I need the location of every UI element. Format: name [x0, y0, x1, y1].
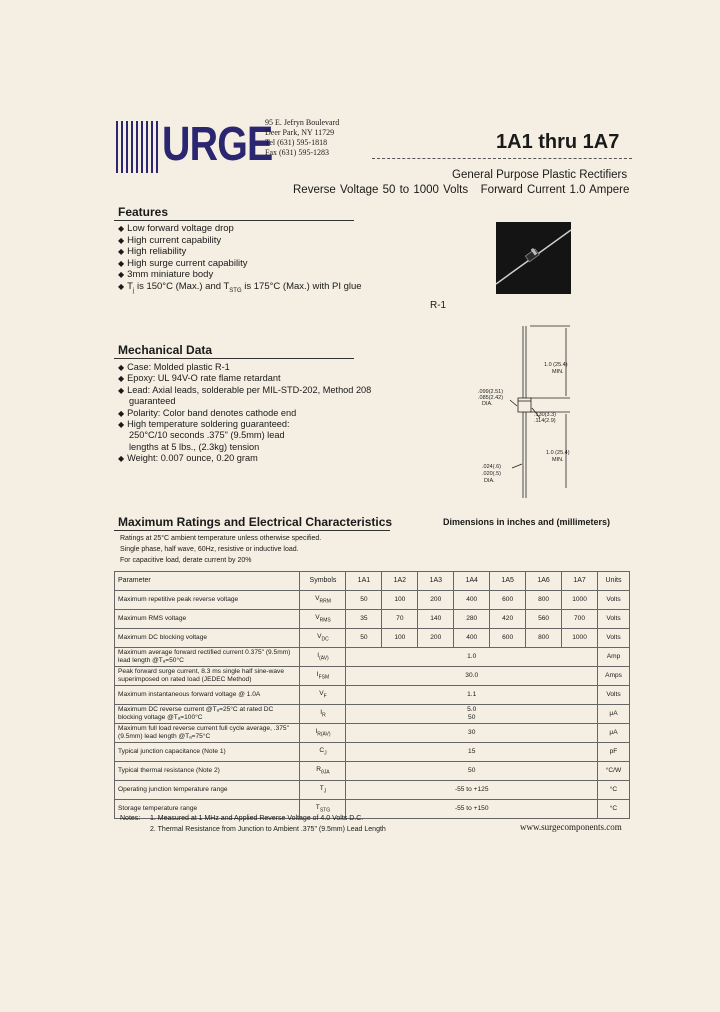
param-cell: Maximum DC reverse current @Tₐ=25°C at rated DC blocking voltage @Tₐ=100°C: [115, 705, 300, 724]
ratings-rule: [114, 530, 390, 531]
mech-item-cont: 250°C/10 seconds .375" (9.5mm) lead: [129, 430, 285, 441]
ratings-title: Maximum Ratings and Electrical Characteristics: [118, 515, 393, 529]
table-header-cell: 1A3: [418, 572, 454, 591]
symbol-cell: $I_{R(AV)}$: [300, 724, 346, 743]
param-cell: Operating junction temperature range: [115, 781, 300, 800]
feature-item: ◆ 3mm miniature body: [118, 269, 362, 281]
value-cell: 70: [382, 610, 418, 629]
symbol-cell: $I_{(AV)}$: [300, 648, 346, 667]
unit-cell: pF: [598, 743, 630, 762]
value-cell: 30: [346, 724, 598, 743]
feature-item: ◆ Low forward voltage drop: [118, 223, 362, 235]
table-row: [115, 781, 630, 800]
ratings-conditions: Ratings at 25°C ambient temperature unless otherwise specified. Single phase, half wave, 60Hz, resistive or inductive load. For capacitive load, derate current by 20%: [120, 535, 322, 564]
mech-item-cont: lengths at 5 lbs., (2.3kg) tension: [129, 441, 260, 452]
value-cell: 200: [418, 629, 454, 648]
part-title: 1A1 thru 1A7: [496, 131, 620, 153]
value-cell: 5.0 50: [346, 705, 598, 724]
symbol-cell: $V_{RMS}$: [300, 610, 346, 629]
value-cell: 400: [454, 591, 490, 610]
company-address: 95 E. Jefryn Boulevard Deer Park, NY 11729 Tel (631) 595-1818 Fax (631) 595-1283: [265, 118, 340, 157]
value-cell: 200: [418, 591, 454, 610]
param-cell: Maximum repetitive peak reverse voltage: [115, 591, 300, 610]
table-row: [115, 743, 630, 762]
features-title: Features: [118, 205, 169, 219]
param-cell: Maximum full load reverse current full cycle average, .375" (9.5mm) lead length @Tₐ=75°C: [115, 724, 300, 743]
dim-body-len-2: .114(2.9): [534, 418, 556, 424]
product-subtitle: General Purpose Plastic Rectifiers: [452, 169, 628, 181]
param-cell: Maximum RMS voltage: [115, 610, 300, 629]
value-cell: 140: [418, 610, 454, 629]
table-row: [115, 667, 630, 686]
feature-item: ◆ High surge current capability: [118, 258, 362, 270]
value-cell: 800: [526, 629, 562, 648]
table-header-cell: 1A7: [562, 572, 598, 591]
product-photo: [496, 222, 571, 294]
features-rule: [114, 220, 354, 221]
unit-cell: Volts: [598, 629, 630, 648]
param-cell: Maximum instantaneous forward voltage @ 1.0A: [115, 686, 300, 705]
mech-item-cont: guaranteed: [129, 396, 176, 407]
table-row: [115, 686, 630, 705]
header-divider: [372, 158, 632, 159]
table-row: [115, 724, 630, 743]
unit-cell: °C/W: [598, 762, 630, 781]
param-cell: Maximum average forward rectified current 0.375" (9.5mm) lead length @Tₐ=50°C: [115, 648, 300, 667]
table-header-cell: 1A1: [346, 572, 382, 591]
value-cell: 30.0: [346, 667, 598, 686]
mech-item: ◆ Case: Molded plastic R-1: [118, 362, 371, 373]
mechanical-rule: [114, 358, 354, 359]
feature-item: ◆ High current capability: [118, 235, 362, 247]
dimensions-caption: Dimensions in inches and (millimeters): [443, 517, 611, 527]
unit-cell: Volts: [598, 610, 630, 629]
param-cell: Storage temperature range: [115, 800, 300, 819]
mech-item: ◆ Weight: 0.007 ounce, 0.20 gram: [118, 453, 371, 464]
symbol-cell: $T_{STG}$: [300, 800, 346, 819]
table-row: [115, 591, 630, 610]
dim-body-len-1: .130(3.3): [534, 412, 557, 418]
value-cell: 400: [454, 629, 490, 648]
table-row: [115, 705, 630, 724]
unit-cell: Volts: [598, 591, 630, 610]
unit-cell: μA: [598, 705, 630, 724]
table-row: [115, 762, 630, 781]
value-cell: 420: [490, 610, 526, 629]
table-header-cell: Units: [598, 572, 630, 591]
value-cell: 15: [346, 743, 598, 762]
value-cell: 1.0: [346, 648, 598, 667]
param-cell: Typical junction capacitance (Note 1): [115, 743, 300, 762]
company-logo: URGE: [162, 118, 273, 171]
logo-bars-icon: [116, 121, 160, 173]
unit-cell: μA: [598, 724, 630, 743]
symbol-cell: $C_J$: [300, 743, 346, 762]
unit-cell: Volts: [598, 686, 630, 705]
value-cell: 1000: [562, 629, 598, 648]
value-cell: 100: [382, 591, 418, 610]
dim-min-bottom: MIN.: [552, 457, 564, 463]
dim-lead-length-bottom: 1.0 (25.4): [546, 450, 570, 456]
table-header-cell: Parameter: [115, 572, 300, 591]
table-header-cell: 1A5: [490, 572, 526, 591]
unit-cell: °C: [598, 781, 630, 800]
dim-lead-dia-2: .020(.5): [482, 471, 501, 477]
value-cell: 100: [382, 629, 418, 648]
unit-cell: °C: [598, 800, 630, 819]
symbol-cell: $I_R$: [300, 705, 346, 724]
mechanical-title: Mechanical Data: [118, 343, 213, 357]
spec-line: Reverse Voltage 50 to 1000 Volts Forward Current 1.0 Ampere: [293, 184, 630, 196]
feature-item-temp: ◆ $T_j$ is 150°C (Max.) and $T_{STG}$ is 175°C (Max.) with PI glue: [118, 281, 362, 297]
param-cell: Typical thermal resistance (Note 2): [115, 762, 300, 781]
mech-item: ◆ Polarity: Color band denotes cathode end: [118, 408, 371, 419]
mech-item: ◆ Epoxy: UL 94V-O rate flame retardant: [118, 373, 371, 384]
symbol-cell: $V_{DC}$: [300, 629, 346, 648]
value-cell: 600: [490, 591, 526, 610]
value-cell: 50: [346, 629, 382, 648]
dim-min-top: MIN.: [552, 369, 564, 375]
value-cell: 50: [346, 591, 382, 610]
param-cell: Peak forward surge current, 8.3 ms single half sine-wave superimposed on rated load (JEDEC Method): [115, 667, 300, 686]
value-cell: 700: [562, 610, 598, 629]
param-cell: Maximum DC blocking voltage: [115, 629, 300, 648]
mechanical-list: [118, 362, 371, 465]
symbol-cell: $I_{FSM}$: [300, 667, 346, 686]
value-cell: 800: [526, 591, 562, 610]
dim-lead-dia-1: .024(.6): [482, 464, 501, 470]
value-cell: 1000: [562, 591, 598, 610]
dim-lead-dia-label: DIA.: [484, 478, 495, 484]
value-cell: -55 to +150: [346, 800, 598, 819]
value-cell: -55 to +125: [346, 781, 598, 800]
table-header-cell: 1A4: [454, 572, 490, 591]
value-cell: 35: [346, 610, 382, 629]
symbol-cell: $V_F$: [300, 686, 346, 705]
package-label: R-1: [430, 300, 447, 311]
table-row: [115, 629, 630, 648]
symbol-cell: $T_J$: [300, 781, 346, 800]
ratings-table: [114, 571, 630, 819]
website-link[interactable]: www.surgecomponents.com: [520, 822, 622, 832]
dim-body-dia-1: .099(2.51): [478, 389, 504, 395]
value-cell: 560: [526, 610, 562, 629]
package-outline-drawing: [470, 318, 610, 498]
table-header-cell: Symbols: [300, 572, 346, 591]
table-header-cell: 1A6: [526, 572, 562, 591]
table-header-cell: 1A2: [382, 572, 418, 591]
value-cell: 50: [346, 762, 598, 781]
dim-body-dia-2: .085(2.42): [478, 395, 504, 401]
mech-item: ◆ High temperature soldering guaranteed:: [118, 419, 371, 430]
dim-dia-label: DIA.: [482, 401, 493, 407]
features-list: [118, 223, 362, 297]
mech-item: ◆ Lead: Axial leads, solderable per MIL-STD-202, Method 208: [118, 385, 371, 396]
value-cell: 600: [490, 629, 526, 648]
symbol-cell: $R_{\theta JA}$: [300, 762, 346, 781]
unit-cell: Amp: [598, 648, 630, 667]
dim-lead-length-top: 1.0 (25.4): [544, 362, 568, 368]
table-row: [115, 648, 630, 667]
feature-item: ◆ High reliability: [118, 246, 362, 258]
unit-cell: Amps: [598, 667, 630, 686]
value-cell: 280: [454, 610, 490, 629]
value-cell: 1.1: [346, 686, 598, 705]
footnotes: Notes: 1. Measured at 1 MHz and Applied Reverse Voltage of 4.0 Volts D.C. 2. Thermal Resistance from Junction to Ambient .375" (9.5mm) Lead Length: [120, 815, 386, 833]
symbol-cell: $V_{RRM}$: [300, 591, 346, 610]
table-row: [115, 610, 630, 629]
